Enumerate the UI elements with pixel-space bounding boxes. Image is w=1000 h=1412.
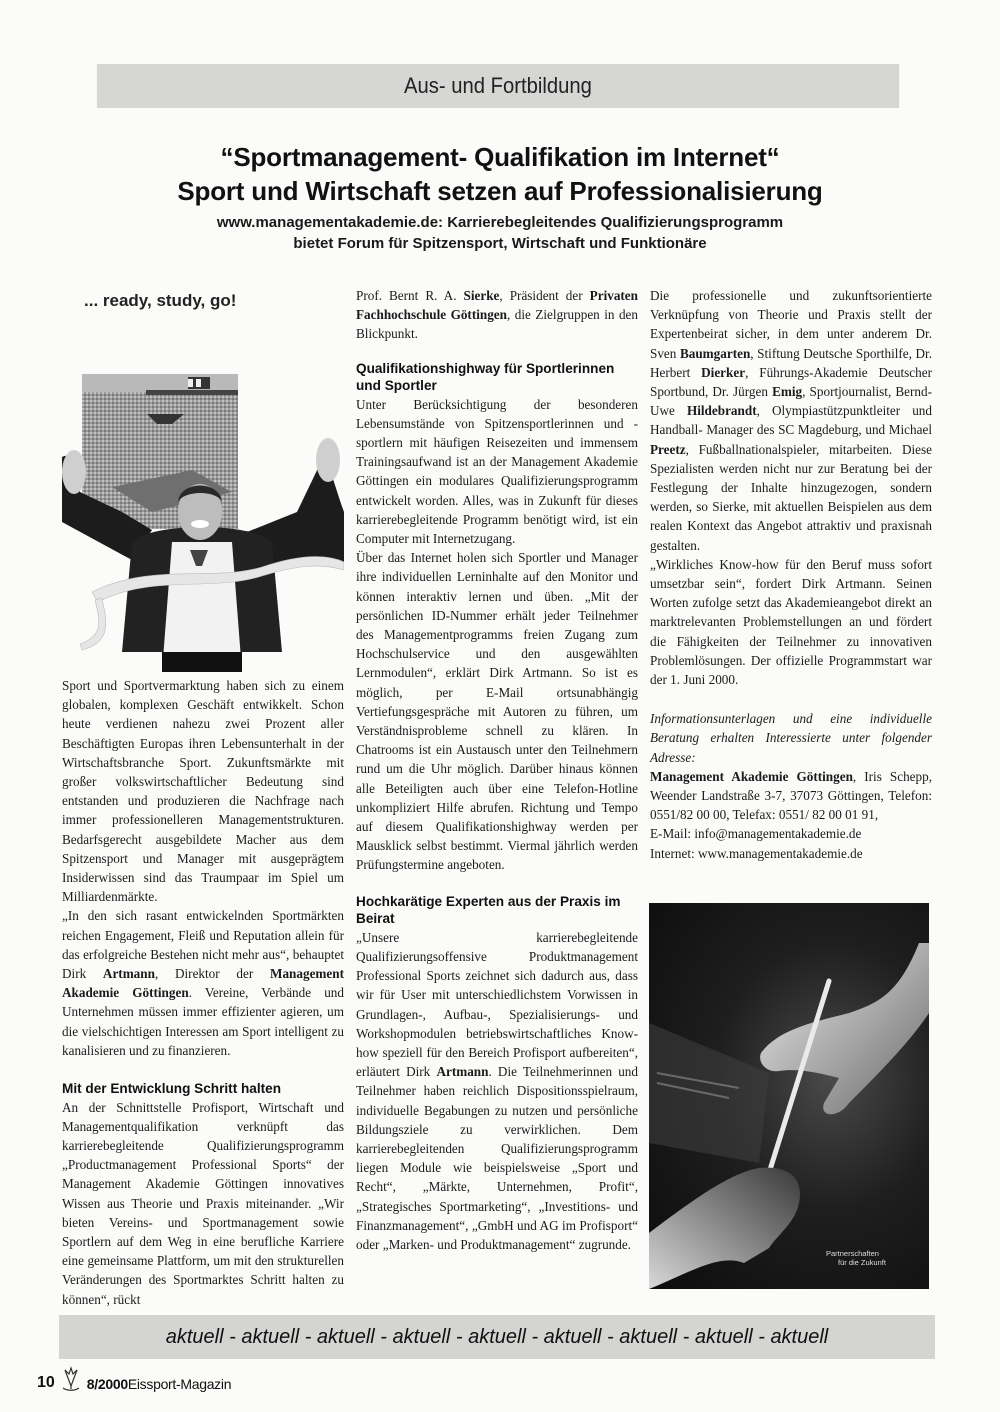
info-note: Informationsunterlagen und eine individuelle Beratung erhalten Interessierte unter folgender Adresse: (650, 711, 932, 765)
col1-paragraph-1: Sport und Sportvermarktung haben sich zu einem globalen, komplexen Geschäft entwikkelt. Schon heute verdienen nahezu zwei Prozent aller Beschäftigten Europas ihren Lebensunterhalt in der Wirtschaftsbranche Sport. Zukunftsmärkte mit großer volkswirtschaftlicher Bedeutung sind entstanden und produzieren die Nachfrage nach immer professionelleren Managementstrukturen. Bedarfsgerecht ausgebildete Macher aus dem Spitzensport und Manager mit ausgeprägtem Insiderwissen sind das Traumpaar im Spiel um Milliardenmärkte. (62, 678, 344, 905)
name-emig: Emig (772, 384, 803, 400)
col3-paragraph-2: „Wirkliches Know-how für den Beruf muss sofort umsetzbar sein“, fordert Dirk Artmann. Seinen Worten zufolge setzt das Akademieangebot direkt an marktrelevanten Problemstellungen an und fördert die Fähigkeiten der Teilnehmer zu innovativen Problemlösungen. Der offizielle Programmstart war der 1. Juni 2000. (650, 556, 932, 688)
subheading-schritt-halten: Mit der Entwicklung Schritt halten (62, 1081, 282, 1097)
name-dierker: Dierker (701, 364, 746, 380)
name-artmann: Artmann (102, 966, 155, 982)
contact-organisation: Management Akademie Göttingen (650, 768, 853, 784)
contact-website[interactable]: Internet: www.managementakademie.de (650, 845, 863, 861)
subheadline-line-1: www.managementakademie.de: Karrierebegleitendes Qualifizierungsprogramm (216, 214, 784, 231)
column-3-body (650, 286, 932, 863)
page-number: 10 (37, 1374, 55, 1391)
column-1-body (62, 676, 344, 1309)
photo-caption: Partnerschaften für die Zukunft (826, 1249, 886, 1267)
col2-paragraph-1: Prof. Bernt R. A. Sierke, Präsident der Privaten Fachhochschule Göttingen, die Zielgruppen in den Blickpunkt. (356, 288, 638, 342)
magazine-logo-icon (59, 1366, 83, 1392)
col2-paragraph-4: „Unsere karrierebegleitende Qualifizierungsoffensive Produktmanagement Professional Sports zeichnet sich dadurch aus, dass wir für User mit unterschiedlichstem Vorwissen in Grundlagen-, Aufbau-, Spezialisierungs- und Workshopmodulen betriebswirtschaftliches Know-how speziell für den Bereich Profisport aufbereiten“, erläutert Dirk Artmann. Die Teilnehmerinnen und Teilnehmer haben reichlich Dispositionsspielraum, individuelle Begabungen zu nutzen und persönliche Bildungsziele zu verwirklichen. Dem karrierebegleitenden Qualifizierungsprogramm liegen Module wie beispielsweise „Sport und Recht“, „Märkte, Unternehmen, Profit“, „Strategisches Sportmarketing“, „Investitions- und Finanzmanagement“, „GmbH und AG im Profisport“ oder „Marken- und Produktmanagement“ zugrunde. (356, 929, 638, 1252)
name-baumgarten: Baumgarten (679, 345, 751, 361)
issue-number: 8/2000 (86, 1376, 128, 1392)
contact-email[interactable]: E-Mail: info@managementakademie.de (650, 826, 862, 842)
page-footer (37, 1366, 231, 1392)
col2-paragraph-3: Über das Internet holen sich Sportler und Manager ihre individuellen Lerninhalte auf den Monitor und können interaktiv lernen und üben. „Mit der persönlichen ID-Nummer erhält jeder Teilnehmer des Managementprogramms freien Zugang zum Hochschulservice und den ausgewählten Lernmodulen“, erklärt Dirk Artmann. So ist es möglich, per E-Mail ortsunabhängig Vertiefungsgespräche mit Autoren zu führen, um Verständnisprobleme schnell zu klären. In Chatrooms ist ein Austausch unter den Teilnehmern rund um die Uhr möglich. Darüber hinaus können alle Beteiligten auch über eine Telefon-Hotline unkompliziert Hilfe abrufen. Richtung und Tempo auf diesem Qualifikationshighway werden per Mausklick selbst bestimmt. Viermal jährlich werden Prüfungstermine angeboten. (356, 550, 638, 873)
name-sierke: Sierke (463, 288, 500, 303)
name-artmann-2: Artmann (436, 1064, 489, 1080)
aktuell-banner: aktuell - aktuell - aktuell - aktuell - aktuell - aktuell - aktuell - aktuell - aktuell (59, 1315, 935, 1359)
contact-address: Management Akademie Göttingen, Iris Schepp, Weender Landstraße 3-7, 37073 Göttingen, Telefon: 0551/82 00 00, Telefax: 0551/ 82 00 01 91, (650, 768, 932, 823)
section-header: Aus- und Fortbildung (97, 64, 899, 108)
subheading-experten: Hochkarätige Experten aus der Praxis im Beirat (356, 893, 621, 927)
photo-handover-baton (649, 903, 929, 1289)
tagline: ... ready, study, go! (84, 291, 237, 310)
subheading-qualifikationshighway: Qualifikationshighway für Sportlerinnen und Sportler (356, 360, 615, 394)
col3-paragraph-1: Die professionelle und zukunftsorientierte Verknüpfung von Theorie und Praxis stellt der Expertenbeirat sicher, in dem unter anderem Dr. Sven Baumgarten, Stiftung Deutsche Sporthilfe, Dr. Herbert Dierker, Führungs-Akademie Deutscher Sportbund, Dr. Jürgen Emig, Sportjournalist, Bernd-Uwe Hildebrandt, Olympiastützpunktleiter und Handball- Manager des SC Magdeburg, und Michael Preetz, Fußballnationalspieler, mitarbeiten. Diese Spezialisten werden nicht nur zur Beratung bei der Festlegung der Inhalte hinzugezogen, sondern werden, so Sierke, mit aktuellen Beispielen aus dem realen Kontext das Angebot attraktiv und praxisnah gestalten. (650, 288, 933, 553)
subheadline-line-2: bietet Forum für Spitzensport, Wirtschaft und Funktionäre (293, 235, 707, 252)
col1-paragraph-3: An der Schnittstelle Profisport, Wirtschaft und Managementqualifikation verknüpft das karrierebegleitende Qualifizierungsprogramm „Productmanagement Professional Sports“ der Management Akademie Göttingen innovatives Wissen aus Theorie und Praxis miteinander. „Wir bieten Vereins- und Sportmanagement sowie Sportlern auf dem Weg in eine berufliche Karriere eine gemeinsame Plattform, um mit den strukturellen Veränderungen des Sportmarktes Schritt halten zu können“, rückt (62, 1099, 344, 1307)
column-2-body (356, 286, 638, 1254)
org-management-akademie: Management Akademie Göttingen (62, 966, 344, 1001)
name-hildebrandt: Hildebrandt (686, 403, 757, 419)
photo-cheering-man-stadium (62, 352, 344, 672)
headline-line-2: Sport und Wirtschaft setzen auf Professionalisierung (177, 176, 823, 206)
magazine-name: Eissport-Magazin (127, 1376, 232, 1392)
org-private-fachhochschule: Privaten Fachhochschule Göttingen (356, 288, 638, 323)
headline-line-1: “Sportmanagement- Qualifikation im Internet“ (220, 142, 780, 172)
col2-paragraph-2: Unter Berücksichtigung der besonderen Lebensumstände von Spitzensportlerinnen und -sportlern mit häufigen Reisezeiten und immensem Trainingsaufwand ist an der Management Akademie Göttingen ein modulares Qualifizierungsprogramm entwickelt worden. Alles, was in Zukunft für dieses karrierebegleitende Programm benötigt wird, ist ein Computer mit Internetzugang. (356, 396, 638, 547)
col1-paragraph-2: „In den sich rasant entwickelnden Sportmärkten reichen Engagement, Fleiß und Reputation allein für das erfolgreiche Bestehen nicht mehr aus“, behauptet Dirk Artmann, Direktor der Management Akademie Göttingen. Vereine, Verbände und Unternehmen müssen immer effizienter agieren, um die vielschichtigen Interessen am Sport intelligent zu kanalisieren und zu finanzieren. (62, 908, 344, 1058)
name-preetz: Preetz (650, 441, 686, 457)
